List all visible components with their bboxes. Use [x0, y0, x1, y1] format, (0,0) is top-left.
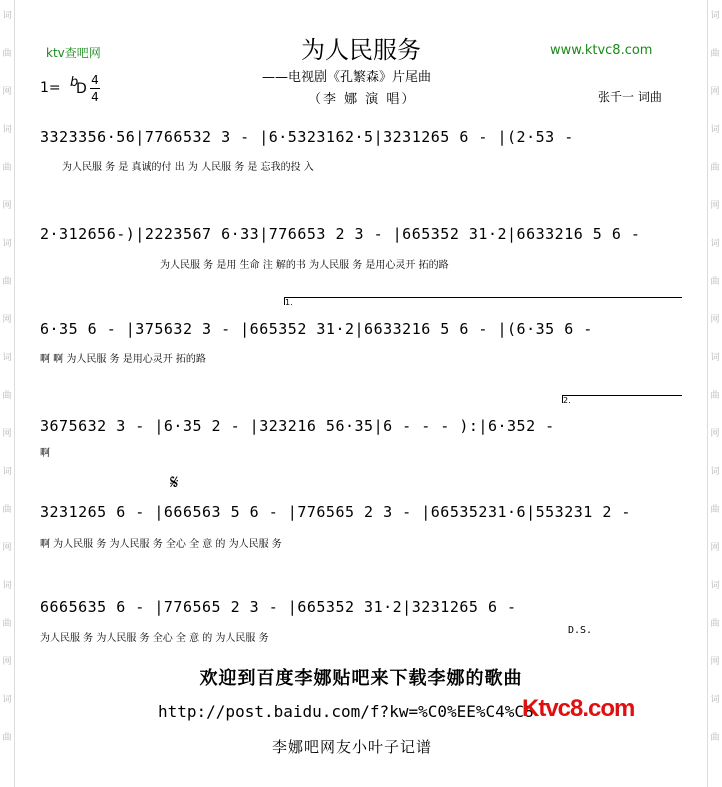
right-watermark-glyph: 词 [710, 581, 720, 591]
time-bottom: 4 [91, 90, 99, 104]
left-watermark-glyph: 网 [2, 657, 12, 667]
left-watermark-glyph: 网 [2, 315, 12, 325]
flat-sign: b [70, 75, 79, 90]
right-watermark-glyph: 词 [710, 695, 720, 705]
score-row-2-notes: 2·312656-)|2223567 6·33|776653 2 3 - |665352 31·2|6633216 5 6 - [40, 225, 641, 243]
score-row-1-notes: 3323356·56|7766532 3 - |6·5323162·5|3231265 6 - |(2·53 - [40, 128, 574, 146]
volta-second: 2. [563, 396, 571, 405]
right-watermark-glyph: 词 [710, 239, 720, 249]
song-title: 为人民服务 [301, 36, 421, 64]
right-watermark-glyph: 曲 [710, 733, 720, 743]
right-watermark-glyph: 曲 [710, 49, 720, 59]
left-watermark-glyph: 曲 [2, 619, 12, 629]
score-row-3-lyrics: 啊 啊 为人民服 务 是用心灵开 拓的路 [40, 354, 206, 365]
left-watermark-glyph: 词 [2, 467, 12, 477]
right-watermark-glyph: 网 [710, 657, 720, 667]
key-signature [40, 80, 61, 96]
lyricist: 张千一 词曲 [598, 90, 662, 104]
right-watermark-glyph: 网 [710, 543, 720, 553]
volta-second-bracket-end [562, 395, 563, 403]
left-watermark-glyph: 曲 [2, 277, 12, 287]
footer-credit: 李娜吧网友小叶子记谱 [272, 738, 433, 756]
key-label: 1= [40, 80, 61, 96]
left-watermark-glyph: 词 [2, 581, 12, 591]
ktvc8-logo: Ktvc8.com [522, 695, 635, 722]
performer: （李 娜 演 唱） [308, 92, 417, 107]
left-watermark-glyph: 曲 [2, 733, 12, 743]
left-watermark-glyph: 词 [2, 353, 12, 363]
time-top: 4 [91, 73, 99, 87]
score-row-6-notes: 6665635 6 - |776565 2 3 - |665352 31·2|3231265 6 - [40, 598, 517, 616]
ds-marking: D.S. [568, 625, 593, 636]
segno-sign: 𝄋 [170, 470, 179, 494]
left-watermark-glyph: 词 [2, 239, 12, 249]
key-note: D [76, 81, 87, 97]
score-row-4-lyrics: 啊 [40, 448, 50, 459]
right-watermark-glyph: 曲 [710, 277, 720, 287]
footer-url[interactable]: http://post.baidu.com/f?kw=%C0%EE%C4%C8 [158, 702, 534, 721]
left-watermark-glyph: 词 [2, 11, 12, 21]
right-watermark-glyph: 网 [710, 201, 720, 211]
volta-first-bracket [284, 297, 682, 298]
right-watermark-glyph: 词 [710, 125, 720, 135]
left-watermark-glyph: 网 [2, 87, 12, 97]
left-watermark-glyph: 曲 [2, 391, 12, 401]
right-watermark-glyph: 网 [710, 429, 720, 439]
right-watermark-glyph: 词 [710, 11, 720, 21]
score-row-5-notes: 3231265 6 - |666563 5 6 - |776565 2 3 - |66535231·6|553231 2 - [40, 503, 631, 521]
left-watermark-glyph: 词 [2, 695, 12, 705]
right-watermark-glyph: 词 [710, 467, 720, 477]
right-watermark-glyph: 网 [710, 87, 720, 97]
volta-second-bracket [562, 395, 682, 396]
score-row-4-notes: 3675632 3 - |6·35 2 - |323216 56·35|6 - - - ):|6·352 - [40, 417, 555, 435]
left-watermark-glyph: 网 [2, 543, 12, 553]
right-watermark-glyph: 曲 [710, 163, 720, 173]
score-row-1-lyrics: 为人民服 务 是 真诚的付 出 为 人民服 务 是 忘我的投 入 [62, 162, 314, 173]
song-subtitle: ——电视剧《孔繁森》片尾曲 [262, 70, 432, 85]
left-watermark-glyph: 曲 [2, 49, 12, 59]
volta-first: 1. [285, 298, 293, 307]
left-watermark-glyph: 词 [2, 125, 12, 135]
left-watermark-glyph: 网 [2, 429, 12, 439]
left-watermark-glyph: 网 [2, 201, 12, 211]
footer-title: 欢迎到百度李娜贴吧来下载李娜的歌曲 [199, 668, 523, 689]
left-watermark-glyph: 曲 [2, 163, 12, 173]
right-watermark-glyph: 曲 [710, 619, 720, 629]
score-row-6-lyrics: 为人民服 务 为人民服 务 全心 全 意 的 为人民服 务 [40, 633, 269, 644]
site-right-link[interactable]: www.ktvc8.com [550, 43, 653, 58]
time-signature [90, 72, 100, 105]
score-row-3-notes: 6·35 6 - |375632 3 - |665352 31·2|6633216 5 6 - |(6·35 6 - [40, 320, 593, 338]
right-watermark-glyph: 网 [710, 315, 720, 325]
left-watermark-glyph: 曲 [2, 505, 12, 515]
right-watermark-glyph: 词 [710, 353, 720, 363]
right-watermark-glyph: 曲 [710, 391, 720, 401]
volta-first-bracket-end [284, 297, 285, 305]
score-row-2-lyrics: 为人民服 务 是用 生命 注 解的书 为人民服 务 是用心灵开 拓的路 [160, 260, 449, 271]
site-left-label: ktv查吧网 [46, 46, 101, 60]
right-watermark-glyph: 曲 [710, 505, 720, 515]
score-row-5-lyrics: 啊 为人民服 务 为人民服 务 全心 全 意 的 为人民服 务 [40, 539, 282, 550]
